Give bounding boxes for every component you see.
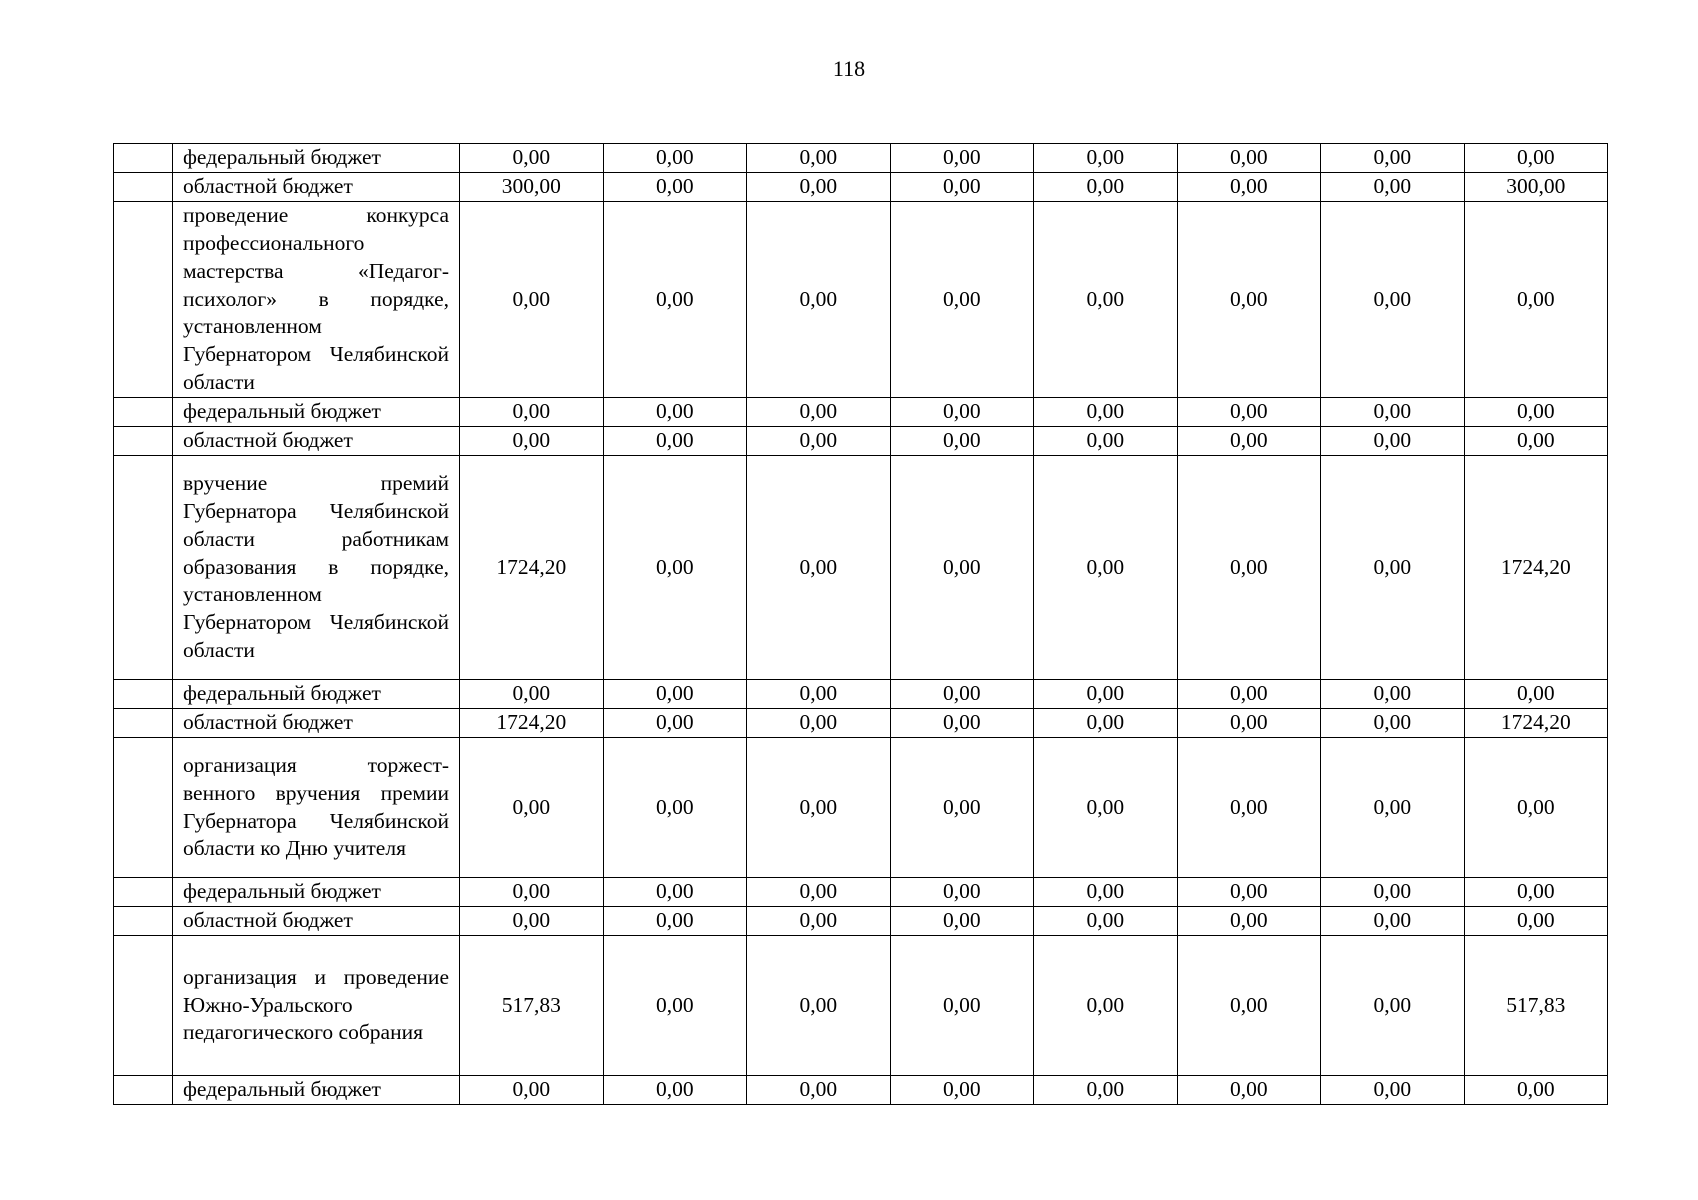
value-cell: 0,00 <box>1034 907 1178 936</box>
row-name-cell: областной бюджет <box>173 907 460 936</box>
value-cell: 0,00 <box>890 1076 1034 1105</box>
row-index-cell <box>114 398 173 427</box>
value-cell: 517,83 <box>460 936 604 1076</box>
row-index-cell <box>114 1076 173 1105</box>
value-cell: 0,00 <box>747 144 891 173</box>
value-cell: 0,00 <box>460 202 604 398</box>
value-cell: 0,00 <box>890 173 1034 202</box>
value-cell: 0,00 <box>890 427 1034 456</box>
row-index-cell <box>114 202 173 398</box>
value-cell: 0,00 <box>747 456 891 680</box>
value-cell: 0,00 <box>603 202 747 398</box>
value-cell: 517,83 <box>1464 936 1608 1076</box>
value-cell: 0,00 <box>603 878 747 907</box>
value-cell: 1724,20 <box>460 709 604 738</box>
value-cell: 0,00 <box>1034 738 1178 878</box>
value-cell: 0,00 <box>1177 878 1321 907</box>
budget-table <box>113 143 1608 1105</box>
value-cell: 1724,20 <box>1464 709 1608 738</box>
value-cell: 0,00 <box>1177 456 1321 680</box>
value-cell: 0,00 <box>1464 738 1608 878</box>
row-index-cell <box>114 907 173 936</box>
row-index-cell <box>114 427 173 456</box>
row-name-cell: вручение премий Губернатора Челябинской области работникам образования в порядке, установленном Губернатором Челябинской области <box>173 456 460 680</box>
value-cell: 0,00 <box>890 144 1034 173</box>
value-cell: 0,00 <box>1321 709 1465 738</box>
value-cell: 0,00 <box>1464 202 1608 398</box>
value-cell: 0,00 <box>1321 173 1465 202</box>
value-cell: 0,00 <box>1321 427 1465 456</box>
value-cell: 0,00 <box>1034 144 1178 173</box>
value-cell: 0,00 <box>890 398 1034 427</box>
value-cell: 0,00 <box>1321 738 1465 878</box>
value-cell: 0,00 <box>890 202 1034 398</box>
value-cell: 0,00 <box>603 144 747 173</box>
value-cell: 0,00 <box>1177 398 1321 427</box>
value-cell: 0,00 <box>460 1076 604 1105</box>
table-row <box>114 144 1608 173</box>
value-cell: 0,00 <box>1177 709 1321 738</box>
value-cell: 0,00 <box>1321 202 1465 398</box>
row-index-cell <box>114 709 173 738</box>
value-cell: 0,00 <box>1321 680 1465 709</box>
value-cell: 0,00 <box>1177 202 1321 398</box>
value-cell: 0,00 <box>603 427 747 456</box>
value-cell: 0,00 <box>460 680 604 709</box>
value-cell: 0,00 <box>747 173 891 202</box>
value-cell: 0,00 <box>890 456 1034 680</box>
value-cell: 0,00 <box>460 738 604 878</box>
table-row <box>114 1076 1608 1105</box>
table-row <box>114 173 1608 202</box>
value-cell: 0,00 <box>603 907 747 936</box>
table-body <box>114 144 1608 1105</box>
row-index-cell <box>114 878 173 907</box>
value-cell: 300,00 <box>460 173 604 202</box>
value-cell: 1724,20 <box>460 456 604 680</box>
value-cell: 0,00 <box>1464 878 1608 907</box>
row-name-cell: федеральный бюджет <box>173 1076 460 1105</box>
value-cell: 0,00 <box>1321 878 1465 907</box>
value-cell: 0,00 <box>1177 427 1321 456</box>
value-cell: 0,00 <box>1321 907 1465 936</box>
value-cell: 0,00 <box>1177 680 1321 709</box>
value-cell: 0,00 <box>1464 398 1608 427</box>
value-cell: 0,00 <box>460 144 604 173</box>
value-cell: 0,00 <box>747 907 891 936</box>
value-cell: 0,00 <box>747 427 891 456</box>
value-cell: 0,00 <box>603 398 747 427</box>
value-cell: 0,00 <box>603 936 747 1076</box>
value-cell: 0,00 <box>1034 398 1178 427</box>
value-cell: 0,00 <box>747 709 891 738</box>
value-cell: 0,00 <box>1177 173 1321 202</box>
table-row <box>114 738 1608 878</box>
value-cell: 0,00 <box>890 936 1034 1076</box>
value-cell: 0,00 <box>890 907 1034 936</box>
value-cell: 0,00 <box>747 738 891 878</box>
value-cell: 0,00 <box>1034 936 1178 1076</box>
table-row <box>114 878 1608 907</box>
value-cell: 0,00 <box>1177 907 1321 936</box>
value-cell: 0,00 <box>1464 427 1608 456</box>
table-row <box>114 202 1608 398</box>
value-cell: 0,00 <box>1464 680 1608 709</box>
row-index-cell <box>114 738 173 878</box>
value-cell: 0,00 <box>603 709 747 738</box>
value-cell: 0,00 <box>747 202 891 398</box>
row-name-cell: федеральный бюджет <box>173 144 460 173</box>
value-cell: 0,00 <box>1177 936 1321 1076</box>
row-name-cell: организация торжест-венного вручения премии Губернатора Челябинской области ко Дню учителя <box>173 738 460 878</box>
value-cell: 0,00 <box>747 680 891 709</box>
value-cell: 0,00 <box>747 878 891 907</box>
value-cell: 0,00 <box>1464 1076 1608 1105</box>
value-cell: 0,00 <box>747 398 891 427</box>
row-name-cell: областной бюджет <box>173 173 460 202</box>
row-name-cell: федеральный бюджет <box>173 398 460 427</box>
value-cell: 0,00 <box>890 680 1034 709</box>
value-cell: 0,00 <box>460 878 604 907</box>
value-cell: 0,00 <box>1034 173 1178 202</box>
value-cell: 0,00 <box>1177 1076 1321 1105</box>
value-cell: 0,00 <box>460 427 604 456</box>
row-name-cell: областной бюджет <box>173 709 460 738</box>
value-cell: 0,00 <box>747 936 891 1076</box>
value-cell: 0,00 <box>1034 709 1178 738</box>
value-cell: 0,00 <box>747 1076 891 1105</box>
value-cell: 0,00 <box>603 173 747 202</box>
value-cell: 0,00 <box>1034 427 1178 456</box>
value-cell: 0,00 <box>1177 738 1321 878</box>
row-name-cell: федеральный бюджет <box>173 878 460 907</box>
value-cell: 0,00 <box>603 1076 747 1105</box>
row-name-cell: проведение конкурса профессионального мастерства «Педагог-психолог» в порядке, установленном Губернатором Челябинской области <box>173 202 460 398</box>
value-cell: 0,00 <box>1034 456 1178 680</box>
row-index-cell <box>114 936 173 1076</box>
value-cell: 0,00 <box>890 738 1034 878</box>
value-cell: 0,00 <box>603 680 747 709</box>
page-number: 118 <box>832 56 866 81</box>
table-row <box>114 456 1608 680</box>
value-cell: 0,00 <box>1034 680 1178 709</box>
value-cell: 0,00 <box>603 456 747 680</box>
table-row <box>114 680 1608 709</box>
table-row <box>114 907 1608 936</box>
value-cell: 0,00 <box>1177 144 1321 173</box>
table-row <box>114 427 1608 456</box>
row-index-cell <box>114 456 173 680</box>
row-index-cell <box>114 173 173 202</box>
value-cell: 0,00 <box>1321 398 1465 427</box>
row-name-cell: организация и проведение Южно-Уральского педагогического собрания <box>173 936 460 1076</box>
value-cell: 0,00 <box>1034 878 1178 907</box>
value-cell: 0,00 <box>1321 1076 1465 1105</box>
row-name-cell: областной бюджет <box>173 427 460 456</box>
row-index-cell <box>114 680 173 709</box>
row-name-cell: федеральный бюджет <box>173 680 460 709</box>
table-row <box>114 936 1608 1076</box>
value-cell: 0,00 <box>1034 1076 1178 1105</box>
value-cell: 0,00 <box>1321 144 1465 173</box>
value-cell: 0,00 <box>460 398 604 427</box>
value-cell: 1724,20 <box>1464 456 1608 680</box>
value-cell: 0,00 <box>890 709 1034 738</box>
value-cell: 0,00 <box>603 738 747 878</box>
value-cell: 0,00 <box>1321 456 1465 680</box>
row-index-cell <box>114 144 173 173</box>
table-row <box>114 398 1608 427</box>
value-cell: 0,00 <box>1464 907 1608 936</box>
value-cell: 0,00 <box>890 878 1034 907</box>
value-cell: 0,00 <box>1321 936 1465 1076</box>
value-cell: 300,00 <box>1464 173 1608 202</box>
value-cell: 0,00 <box>1034 202 1178 398</box>
value-cell: 0,00 <box>1464 144 1608 173</box>
table-row <box>114 709 1608 738</box>
value-cell: 0,00 <box>460 907 604 936</box>
